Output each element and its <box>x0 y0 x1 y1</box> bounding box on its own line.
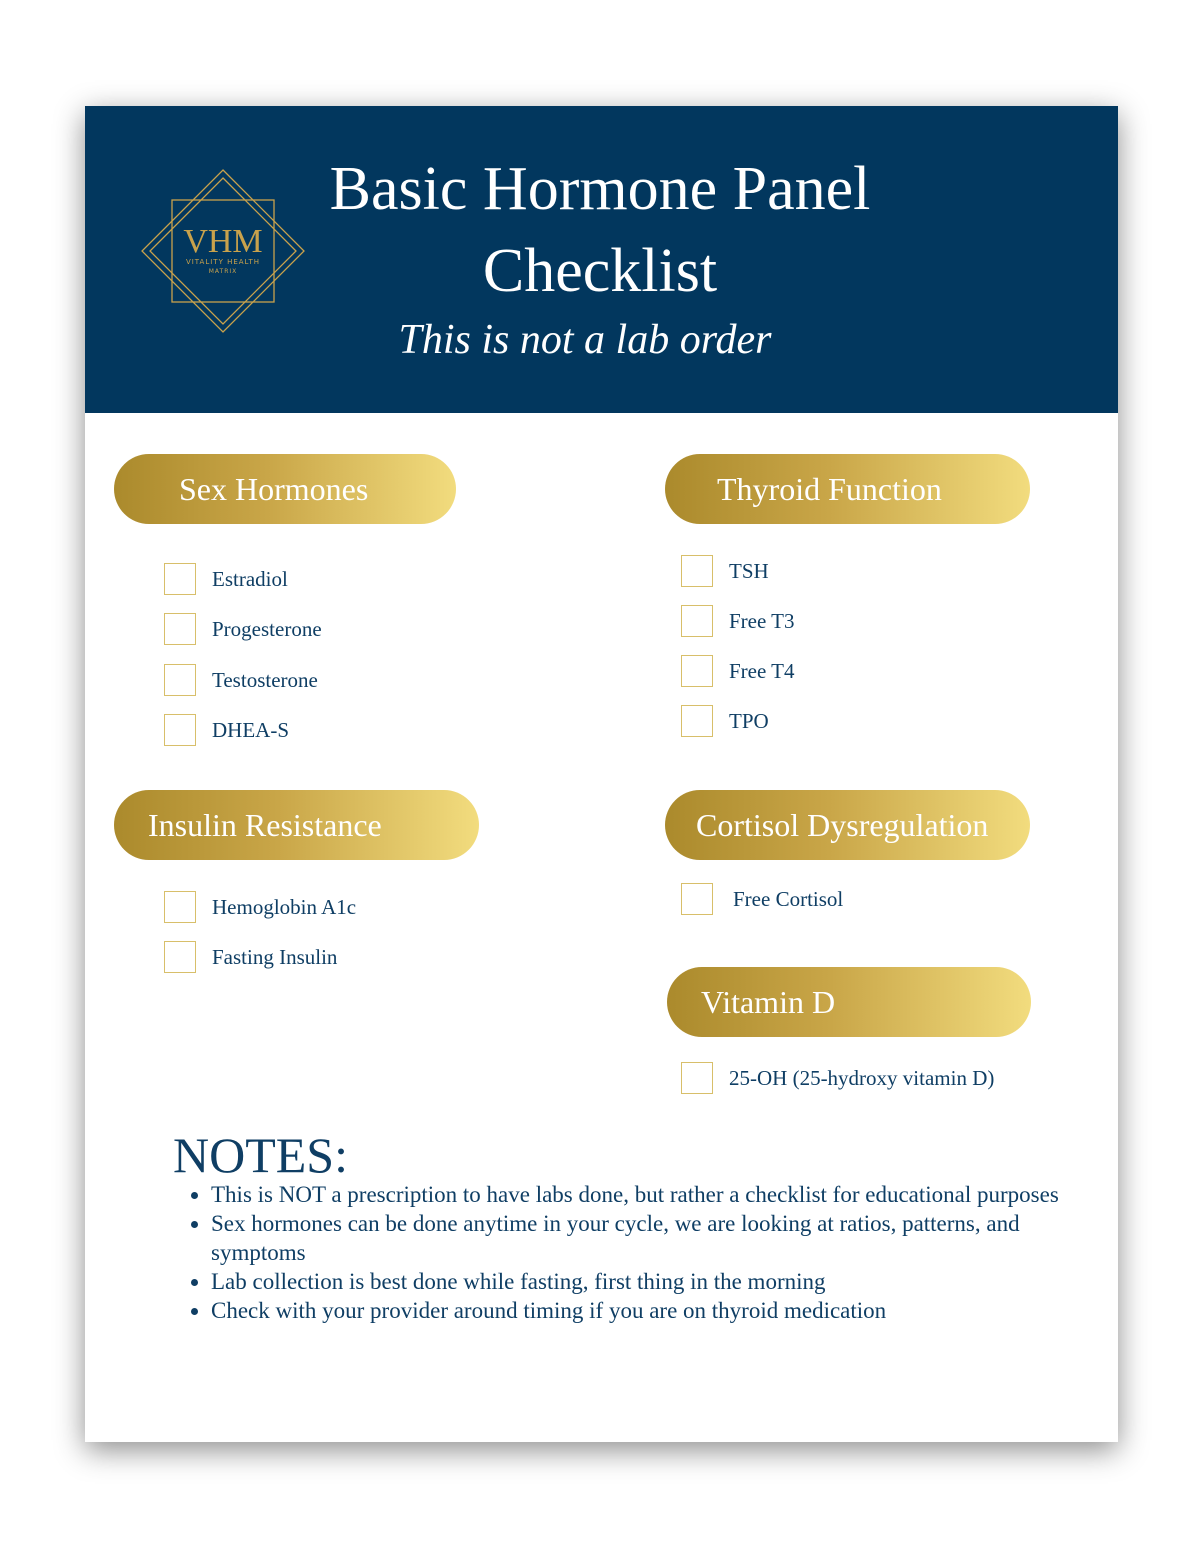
svg-text:VITALITY HEALTH: VITALITY HEALTH <box>185 258 261 266</box>
section-header-vitamin-d: Vitamin D <box>667 967 1031 1037</box>
checklist-item[interactable]: Progesterone <box>164 612 322 646</box>
checklist-item[interactable]: DHEA-S <box>164 713 289 747</box>
note-item: • Lab collection is best done while fasting, first thing in the morning <box>211 1267 1071 1296</box>
checklist-item[interactable]: Free T3 <box>681 604 795 638</box>
section-header-insulin: Insulin Resistance <box>114 790 479 860</box>
checklist-item[interactable]: Fasting Insulin <box>164 940 337 974</box>
page-title-line2: Checklist <box>482 237 718 305</box>
checkbox[interactable] <box>681 605 713 637</box>
svg-text:VHM: VHM <box>183 223 263 260</box>
checklist-item[interactable]: TPO <box>681 704 769 738</box>
section-header-sex-hormones: Sex Hormones <box>114 454 456 524</box>
checklist-page <box>85 106 1118 1442</box>
section-header-cortisol: Cortisol Dysregulation <box>665 790 1030 860</box>
page-title-line1: Basic Hormone Panel <box>329 155 871 223</box>
checklist-item[interactable]: TSH <box>681 554 769 588</box>
checkbox[interactable] <box>681 655 713 687</box>
checkbox[interactable] <box>681 883 713 915</box>
notes-list <box>185 1180 1071 1325</box>
svg-text:MATRIX: MATRIX <box>208 268 238 275</box>
notes-heading: NOTES: <box>173 1127 348 1183</box>
checkbox[interactable] <box>681 705 713 737</box>
checklist-item[interactable]: Free T4 <box>681 654 795 688</box>
checkbox[interactable] <box>164 613 196 645</box>
checklist-item[interactable]: 25-OH (25-hydroxy vitamin D) <box>681 1061 994 1095</box>
note-item: • This is NOT a prescription to have labs done, but rather a checklist for educational purposes <box>211 1180 1071 1209</box>
header-banner <box>85 106 1118 413</box>
checkbox[interactable] <box>164 891 196 923</box>
checklist-item[interactable]: Estradiol <box>164 562 288 596</box>
checkbox[interactable] <box>681 1062 713 1094</box>
checklist-item[interactable]: Free Cortisol <box>681 882 843 916</box>
section-header-thyroid: Thyroid Function <box>665 454 1030 524</box>
checklist-item[interactable]: Hemoglobin A1c <box>164 890 356 924</box>
checkbox[interactable] <box>164 563 196 595</box>
note-item: • Sex hormones can be done anytime in your cycle, we are looking at ratios, patterns, and symptoms <box>211 1209 1071 1267</box>
checkbox[interactable] <box>164 714 196 746</box>
note-item: • Check with your provider around timing if you are on thyroid medication <box>211 1296 1071 1325</box>
page-subtitle: This is not a lab order <box>398 317 772 363</box>
checkbox[interactable] <box>164 941 196 973</box>
checkbox[interactable] <box>681 555 713 587</box>
checkbox[interactable] <box>164 664 196 696</box>
checklist-item[interactable]: Testosterone <box>164 663 318 697</box>
